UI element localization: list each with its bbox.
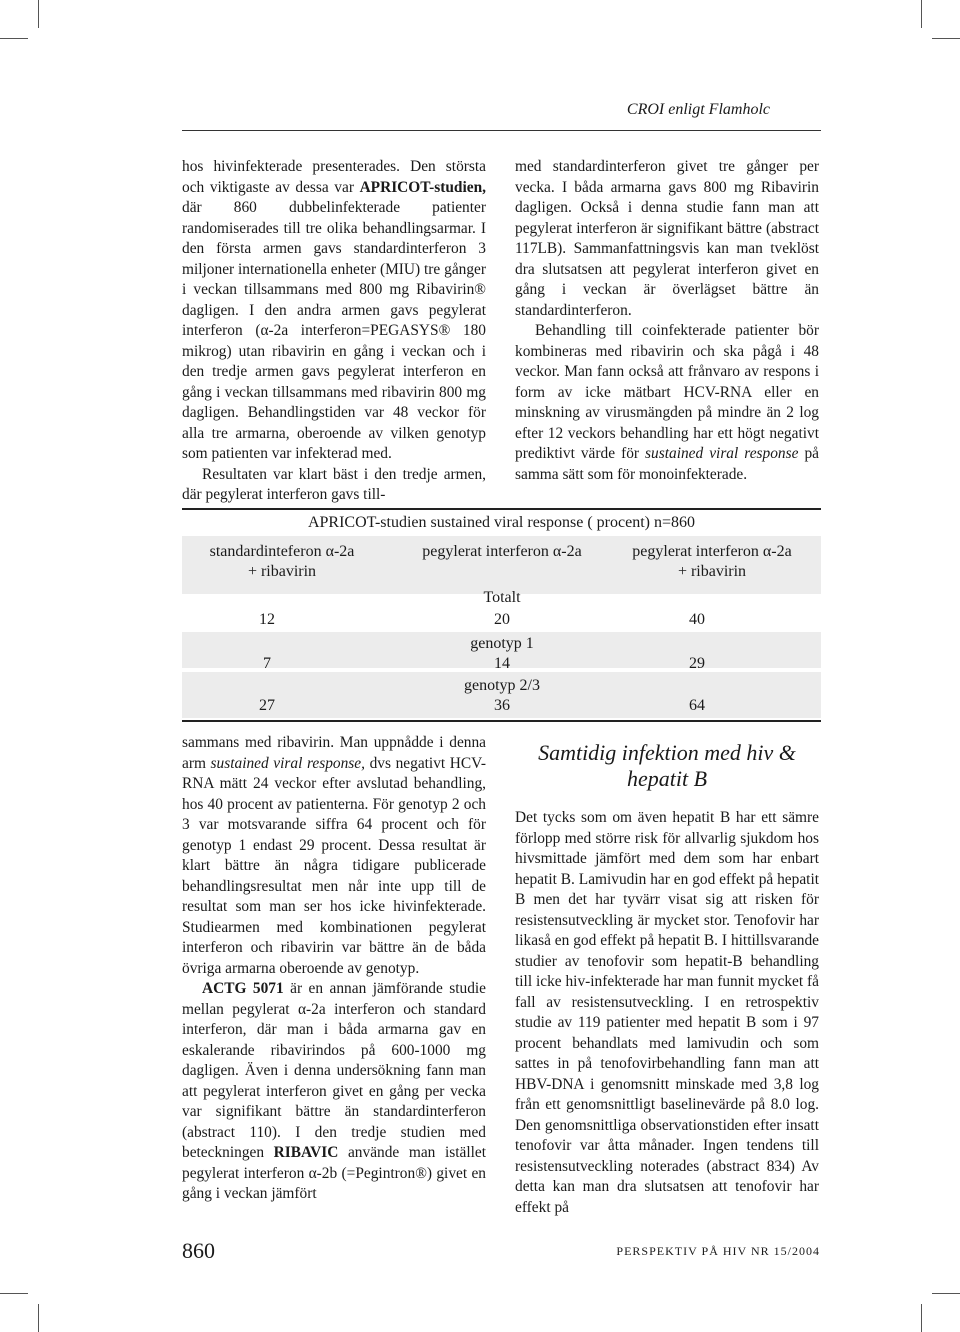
text-column-top-left [182,157,486,506]
crop-mark [932,38,960,39]
crop-mark [921,1304,922,1332]
text-column-bottom-left [182,733,486,1205]
paragraph [182,157,486,465]
column-header [392,542,612,562]
crop-mark [38,1304,39,1332]
paragraph [182,733,486,979]
crop-mark [932,1293,960,1294]
results-table [182,508,821,722]
row-label: genotyp 2/3 [464,677,540,694]
column-header-line: standardinteferon α-2a [209,543,355,560]
column-header-line: + ribavirin [247,563,317,580]
table-cell: 29 [689,655,705,672]
crop-mark [0,1293,28,1294]
study-name-actg: ACTG 5071 [202,980,284,997]
paragraph [515,321,819,485]
study-name-ribavic: RIBAVIC [273,1144,339,1161]
text-run: är en annan jämförande studie mellan pegylerat α-2a interferon och standard interferon, där man i båda armarna gav en eskalerande ribavirindos på 600-1000 mg dagligen. Även i denna undersökning fann man att pegylerat interferon givet en gång per vecka var signifikant bättre än standardinterferon (abstract 110). I den tredje studien med beteckningen [182,980,486,1161]
table-cell: 64 [689,697,705,714]
column-header [602,542,822,582]
running-head: CROI enligt Flamholc [626,101,770,118]
table-cell: 14 [494,655,510,672]
row-label: Totalt [483,589,521,606]
table-cell: 20 [494,611,510,628]
text-run: Behandling till coinfekterade patienter bör kombineras med ribavirin och ska pågå i 48 veckor. Man fann också att frånvaro av respons i form av icke mätbart HCV-RNA eller en minskning av virusmängden på mindre än 2 log efter 12 veckors behandling har ett högt negativt prediktivt värde för [515,322,819,462]
italic-term: sustained viral response, [210,754,365,772]
table-cell: 36 [494,697,510,714]
text-run: där 860 dubbelinfekterade patienter randomiserades till tre olika behandlingsarmar. I den första armen gavs standardinterferon 3 miljoner internationella enheter (MIU) tre gånger i veckan tillsammans med 800 mg Ribavirin® dagligen. I den andra armen gavs pegylerat interferon (α-2a interferon=PEGASYS® 180 mikrog) utan ribavirin en gång i veckan och i den tredje armen gavs pegylerat interferon en gång i veckan tillsammans med ribavirin 800 mg dagligen. Behandlingstiden var 48 veckor för alla tre armarna, oberoende av vilken genotyp som patienten var infekterad med. [182,199,486,462]
paragraph: Resultaten var klart bäst i den tredje armen, där pegylerat interferon gavs till- [182,465,486,503]
text-column-top-right [515,157,819,485]
paragraph [182,979,486,1205]
column-header [182,542,382,582]
text-run: sammans med ribavirin. Man uppnådde i denna arm [182,734,486,772]
text-column-bottom-right [515,740,819,1218]
table-cell: 27 [259,697,275,714]
text-run: hos hivinfekterade presenterades. Den största och viktigaste av dessa var [182,158,486,196]
paragraph: Det tycks som om även hepatit B har ett sämre förlopp med större risk för allvarlig sjukdom hos hivsmittade jämfört med dem som har enbart hepatit B. Lamivudin har en god effekt på hepatit B men det har tyvärr visat sig att risken för resistensutveckling är mycket stor. Tenofovir har likaså en god effekt på hepatit B. I hittillsvarande studier av tenofovir som hepatit-B behandling till icke hiv-infekterade har man funnit mycket få fall av resistensutveckling. I en retrospektiv studie av 119 patienter med hepatit B som i 97 procent behandlats med lamivudin och som sattes in på tenofovirbehandling fann man att HBV-DNA i genomsnitt minskade med 3,8 log från ett genomsnittligt baselinevärde på 8.0 log. Den genomsnittliga observationstiden efter insatt tenofovir var åtta månader. Ingen tendens till resistensutveckling noterades (abstract 834) Av detta kan man dra slutsatsen att tenofovir har effekt på [515,809,819,1216]
text-run: på samma sätt som för monoinfekterade. [515,445,820,483]
column-header-line: pegylerat interferon α-2a [632,543,792,560]
text-run: dvs negativt HCV-RNA mätt 24 veckor efter avslutad behandling, hos 40 procent av patienterna. För genotyp 2 och 3 var motsvarande siffra 64 procent och för genotyp 1 endast 29 procent. Dessa resultat är klart bättre än några tidigare publicerade behandlingsresultat men når inte upp till de resultat som man ser hos icke hivinfekterade. Studiearmen med kombinationen pegylerat interferon och ribavirin var bättre än de båda övriga armarna oberoende av genotyp. [182,754,486,977]
text-run: använde man istället pegylerat interferon α-2b (=Pegintron®) givet en gång i veckan jämfört [182,1144,486,1202]
crop-mark [38,0,39,28]
table-title: APRICOT-studien sustained viral response ( procent) n=860 [307,514,696,531]
table-cell: 7 [263,655,271,672]
row-label: genotyp 1 [470,635,534,652]
italic-term: sustained viral response [645,445,799,462]
journal-footer: PERSPEKTIV PÅ HIV NR 15/2004 [616,1244,820,1258]
crop-mark [0,38,28,39]
header-rule [182,130,821,131]
crop-mark [921,0,922,28]
table-cell: 40 [689,611,705,628]
study-name-apricot: APRICOT-studien, [359,178,486,196]
table-cell: 12 [259,611,275,628]
section-heading: Samtidig infektion med hiv & hepatit B [538,740,796,791]
column-header-line: pegylerat interferon α-2a [422,543,582,560]
page-number: 860 [182,1238,215,1263]
paragraph: med standardinterferon givet tre gånger per vecka. I båda armarna gavs 800 mg Ribavirin dagligen. Också i denna studie fann man att pegylerat interferon är signifikant bättre (abstract 117LB). Sammanfattningsvis kan man tveklöst dra slutsatsen att pegylerat interferon givet en gång i veckan är överlägset bättre än standardinterferon. [515,158,819,319]
column-header-line: + ribavirin [677,563,747,580]
